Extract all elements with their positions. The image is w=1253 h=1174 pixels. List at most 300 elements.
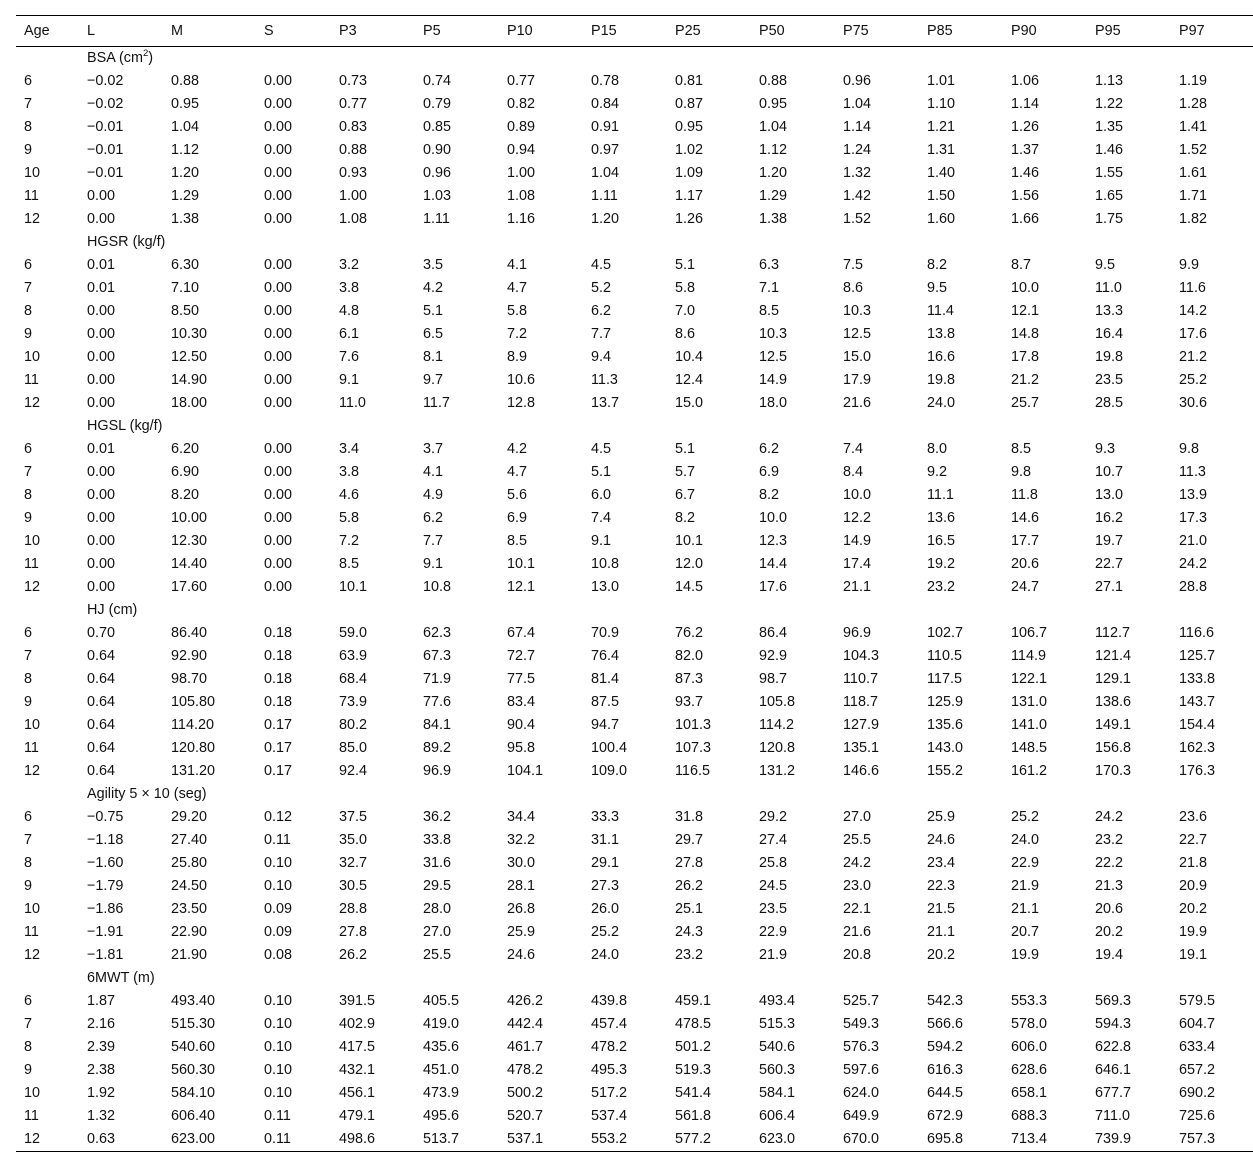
- column-header: Age: [16, 16, 79, 47]
- value-cell: 14.40: [171, 556, 208, 572]
- value-cell: 20.8: [843, 947, 872, 963]
- value-cell: 133.8: [1179, 671, 1216, 687]
- value-cell: 606.40: [171, 1108, 216, 1124]
- value-cell: 0.00: [87, 395, 116, 411]
- value-cell: −1.81: [87, 947, 124, 963]
- value-cell: 76.2: [675, 625, 704, 641]
- value-cell: 1.66: [1011, 211, 1040, 227]
- value-cell: 141.0: [1011, 717, 1048, 733]
- value-cell: 9.2: [927, 464, 948, 480]
- value-cell: 17.4: [843, 556, 872, 572]
- column-header: P50: [751, 16, 835, 47]
- value-cell: 10.8: [423, 579, 452, 595]
- value-cell: 21.5: [927, 901, 956, 917]
- value-cell: 4.7: [507, 280, 528, 296]
- value-cell: 15.0: [843, 349, 872, 365]
- value-cell: 0.78: [591, 73, 620, 89]
- value-cell: 1.16: [507, 211, 536, 227]
- column-header: P3: [331, 16, 415, 47]
- value-cell: 525.7: [843, 993, 880, 1009]
- value-cell: 156.8: [1095, 740, 1132, 756]
- value-cell: 80.2: [339, 717, 368, 733]
- value-cell: 1.19: [1179, 73, 1208, 89]
- value-cell: 93.7: [675, 694, 704, 710]
- value-cell: 391.5: [339, 993, 376, 1009]
- value-cell: 107.3: [675, 740, 712, 756]
- table-row: [16, 691, 1253, 714]
- value-cell: 28.5: [1095, 395, 1124, 411]
- value-cell: 24.0: [591, 947, 620, 963]
- table-row: [16, 530, 1253, 553]
- value-cell: 9.7: [423, 372, 444, 388]
- value-cell: 20.2: [1179, 901, 1208, 917]
- value-cell: 5.1: [675, 441, 696, 457]
- value-cell: 36.2: [423, 809, 452, 825]
- value-cell: 1.06: [1011, 73, 1040, 89]
- value-cell: 0.00: [87, 533, 116, 549]
- table-body: [16, 47, 1253, 1152]
- value-cell: 0.00: [264, 349, 293, 365]
- value-cell: 1.12: [171, 142, 200, 158]
- value-cell: 110.7: [843, 671, 878, 687]
- value-cell: 739.9: [1087, 1128, 1171, 1152]
- value-cell: −0.01: [87, 165, 124, 181]
- table-row: [16, 300, 1253, 323]
- column-header: L: [79, 16, 163, 47]
- value-cell: 1.71: [1179, 188, 1208, 204]
- value-cell: 2.16: [87, 1016, 116, 1032]
- value-cell: 24.2: [1095, 809, 1124, 825]
- value-cell: 21.8: [1179, 855, 1208, 871]
- value-cell: 0.08: [264, 947, 293, 963]
- section-header-row: [16, 783, 1253, 806]
- value-cell: 81.4: [591, 671, 620, 687]
- value-cell: 18.00: [171, 395, 208, 411]
- value-cell: 120.80: [171, 740, 216, 756]
- value-cell: 649.9: [843, 1108, 880, 1124]
- value-cell: 22.2: [1095, 855, 1124, 871]
- value-cell: 594.3: [1095, 1016, 1132, 1032]
- value-cell: 0.17: [264, 717, 293, 733]
- value-cell: 16.2: [1095, 510, 1124, 526]
- value-cell: 9.5: [1095, 257, 1116, 273]
- value-cell: 11.0: [1095, 280, 1122, 296]
- value-cell: 83.4: [507, 694, 536, 710]
- value-cell: 13.7: [591, 395, 620, 411]
- value-cell: 23.5: [759, 901, 788, 917]
- value-cell: 670.0: [835, 1128, 919, 1152]
- value-cell: 1.35: [1095, 119, 1124, 135]
- value-cell: 22.7: [1179, 832, 1208, 848]
- value-cell: 20.6: [1011, 556, 1040, 572]
- age-cell: 7: [24, 96, 33, 112]
- table-row: [16, 829, 1253, 852]
- value-cell: 520.7: [507, 1108, 544, 1124]
- age-cell: 7: [24, 280, 33, 296]
- value-cell: 7.5: [843, 257, 864, 273]
- value-cell: 20.6: [1095, 901, 1124, 917]
- value-cell: 18.0: [759, 395, 788, 411]
- value-cell: 1.14: [1011, 96, 1040, 112]
- value-cell: 27.1: [1095, 579, 1124, 595]
- value-cell: 12.8: [507, 395, 536, 411]
- value-cell: 579.5: [1179, 993, 1216, 1009]
- value-cell: 0.88: [171, 73, 200, 89]
- section-title: 6MWT (m): [87, 970, 155, 986]
- value-cell: 6.2: [423, 510, 444, 526]
- age-cell: 9: [24, 326, 33, 342]
- value-cell: 500.2: [507, 1085, 544, 1101]
- value-cell: 89.2: [423, 740, 452, 756]
- value-cell: 104.1: [507, 763, 544, 779]
- age-cell: 8: [24, 855, 33, 871]
- value-cell: 17.6: [1179, 326, 1208, 342]
- value-cell: 10.3: [843, 303, 872, 319]
- table-row: [16, 553, 1253, 576]
- value-cell: 479.1: [339, 1108, 376, 1124]
- value-cell: 515.3: [759, 1016, 796, 1032]
- value-cell: 495.3: [591, 1062, 628, 1078]
- value-cell: 549.3: [843, 1016, 880, 1032]
- value-cell: 109.0: [591, 763, 628, 779]
- value-cell: 9.9: [1179, 257, 1200, 273]
- value-cell: 3.7: [423, 441, 444, 457]
- value-cell: 4.5: [591, 257, 612, 273]
- value-cell: 5.1: [675, 257, 696, 273]
- value-cell: −1.79: [87, 878, 124, 894]
- value-cell: 1.40: [927, 165, 956, 181]
- value-cell: 0.79: [423, 96, 452, 112]
- value-cell: 0.85: [423, 119, 452, 135]
- column-header: P75: [835, 16, 919, 47]
- value-cell: 0.00: [87, 211, 116, 227]
- table-row: [16, 737, 1253, 760]
- value-cell: 0.64: [87, 740, 116, 756]
- value-cell: −1.60: [87, 855, 124, 871]
- value-cell: 0.10: [264, 855, 293, 871]
- value-cell: 1.38: [759, 211, 788, 227]
- value-cell: 677.7: [1095, 1085, 1132, 1101]
- value-cell: 461.7: [507, 1039, 544, 1055]
- value-cell: 0.64: [87, 648, 116, 664]
- table-row: [16, 346, 1253, 369]
- value-cell: 695.8: [919, 1128, 1003, 1152]
- value-cell: 0.10: [264, 1085, 293, 1101]
- section-title: HGSL (kg/f): [87, 418, 163, 434]
- value-cell: 24.7: [1011, 579, 1040, 595]
- age-cell: 12: [24, 763, 41, 779]
- value-cell: 623.00: [163, 1128, 256, 1152]
- value-cell: 3.5: [423, 257, 444, 273]
- value-cell: 519.3: [675, 1062, 712, 1078]
- value-cell: −0.75: [87, 809, 124, 825]
- value-cell: 0.00: [264, 441, 293, 457]
- value-cell: 26.2: [339, 947, 368, 963]
- value-cell: 19.2: [927, 556, 956, 572]
- value-cell: 513.7: [415, 1128, 499, 1152]
- value-cell: 120.8: [759, 740, 796, 756]
- value-cell: 129.1: [1095, 671, 1132, 687]
- value-cell: 1.29: [171, 188, 200, 204]
- value-cell: 21.1: [1011, 901, 1040, 917]
- value-cell: 131.2: [759, 763, 796, 779]
- value-cell: 7.10: [171, 280, 200, 296]
- value-cell: 94.7: [591, 717, 620, 733]
- value-cell: 0.00: [264, 165, 293, 181]
- value-cell: 8.6: [843, 280, 864, 296]
- value-cell: 1.03: [423, 188, 452, 204]
- value-cell: 27.40: [171, 832, 208, 848]
- value-cell: 0.88: [339, 142, 368, 158]
- age-cell: 12: [24, 579, 41, 595]
- table-row: [16, 1105, 1253, 1128]
- value-cell: 67.3: [423, 648, 452, 664]
- value-cell: 149.1: [1095, 717, 1132, 733]
- value-cell: 7.2: [339, 533, 360, 549]
- value-cell: 0.88: [759, 73, 788, 89]
- value-cell: 25.2: [1179, 372, 1208, 388]
- value-cell: 19.4: [1095, 947, 1124, 963]
- value-cell: 116.6: [1179, 625, 1214, 641]
- value-cell: 0.63: [79, 1128, 163, 1152]
- value-cell: 6.2: [591, 303, 612, 319]
- value-cell: −0.02: [87, 73, 124, 89]
- value-cell: 11.3: [1179, 464, 1206, 480]
- value-cell: 5.1: [591, 464, 612, 480]
- value-cell: 116.5: [675, 763, 710, 779]
- table-row: [16, 254, 1253, 277]
- value-cell: 125.9: [927, 694, 964, 710]
- value-cell: 6.0: [591, 487, 612, 503]
- column-header: S: [256, 16, 331, 47]
- table-row: [16, 875, 1253, 898]
- value-cell: 8.5: [507, 533, 528, 549]
- value-cell: 478.5: [675, 1016, 712, 1032]
- value-cell: 1.37: [1011, 142, 1040, 158]
- value-cell: 6.9: [759, 464, 780, 480]
- value-cell: 114.20: [171, 717, 214, 733]
- value-cell: 646.1: [1095, 1062, 1132, 1078]
- value-cell: 0.18: [264, 671, 293, 687]
- value-cell: 6.30: [171, 257, 200, 273]
- value-cell: 19.7: [1095, 533, 1124, 549]
- table-row: [16, 185, 1253, 208]
- value-cell: 1.22: [1095, 96, 1124, 112]
- value-cell: 8.0: [927, 441, 948, 457]
- age-cell: 10: [24, 901, 41, 917]
- value-cell: 19.9: [1179, 924, 1208, 940]
- value-cell: 688.3: [1011, 1108, 1048, 1124]
- age-cell: 6: [24, 993, 33, 1009]
- value-cell: 1.00: [339, 188, 368, 204]
- value-cell: 1.13: [1095, 73, 1124, 89]
- column-header: M: [163, 16, 256, 47]
- value-cell: 7.4: [591, 510, 612, 526]
- value-cell: 10.1: [339, 579, 368, 595]
- value-cell: 0.00: [87, 303, 116, 319]
- value-cell: 26.8: [507, 901, 536, 917]
- value-cell: 2.39: [87, 1039, 116, 1055]
- age-cell: 12: [24, 395, 41, 411]
- value-cell: 21.9: [759, 947, 788, 963]
- age-cell: 7: [24, 648, 33, 664]
- value-cell: 92.4: [339, 763, 368, 779]
- value-cell: 25.5: [423, 947, 452, 963]
- value-cell: 1.20: [759, 165, 788, 181]
- value-cell: 6.1: [339, 326, 360, 342]
- section-header-row: [16, 415, 1253, 438]
- value-cell: 14.8: [1011, 326, 1040, 342]
- value-cell: 30.5: [339, 878, 368, 894]
- value-cell: 0.87: [675, 96, 704, 112]
- value-cell: 1.02: [675, 142, 704, 158]
- value-cell: 17.6: [759, 579, 788, 595]
- value-cell: 25.2: [1011, 809, 1040, 825]
- value-cell: 10.7: [1095, 464, 1124, 480]
- value-cell: 92.90: [171, 648, 208, 664]
- value-cell: 0.00: [87, 510, 116, 526]
- value-cell: 13.3: [1095, 303, 1124, 319]
- value-cell: 690.2: [1179, 1085, 1216, 1101]
- value-cell: 34.4: [507, 809, 536, 825]
- value-cell: 1.38: [171, 211, 200, 227]
- value-cell: 162.3: [1179, 740, 1216, 756]
- value-cell: 98.7: [759, 671, 788, 687]
- value-cell: 566.6: [927, 1016, 964, 1032]
- value-cell: 0.00: [264, 487, 293, 503]
- value-cell: 0.82: [507, 96, 536, 112]
- value-cell: 6.3: [759, 257, 780, 273]
- value-cell: 8.4: [843, 464, 864, 480]
- value-cell: 1.87: [87, 993, 116, 1009]
- value-cell: 26.0: [591, 901, 620, 917]
- age-cell: 9: [24, 694, 33, 710]
- age-cell: 10: [24, 165, 41, 181]
- value-cell: 0.01: [87, 280, 116, 296]
- age-cell: 11: [24, 372, 39, 388]
- value-cell: 148.5: [1011, 740, 1048, 756]
- value-cell: 0.11: [264, 832, 291, 848]
- value-cell: 23.6: [1179, 809, 1208, 825]
- value-cell: 478.2: [507, 1062, 544, 1078]
- value-cell: 0.00: [87, 372, 116, 388]
- value-cell: 0.00: [264, 303, 293, 319]
- value-cell: 1.61: [1179, 165, 1208, 181]
- value-cell: 23.5: [1095, 372, 1124, 388]
- age-cell: 6: [24, 73, 33, 89]
- value-cell: 21.1: [927, 924, 956, 940]
- value-cell: 24.2: [1179, 556, 1208, 572]
- value-cell: 20.7: [1011, 924, 1040, 940]
- value-cell: 10.0: [759, 510, 788, 526]
- table-row: [16, 369, 1253, 392]
- value-cell: 104.3: [843, 648, 880, 664]
- age-cell: 11: [24, 556, 39, 572]
- value-cell: 1.29: [759, 188, 788, 204]
- value-cell: 9.8: [1011, 464, 1032, 480]
- value-cell: 21.3: [1095, 878, 1124, 894]
- value-cell: 672.9: [927, 1108, 964, 1124]
- value-cell: 95.8: [507, 740, 536, 756]
- value-cell: 7.0: [675, 303, 696, 319]
- value-cell: 0.96: [843, 73, 872, 89]
- value-cell: 0.95: [759, 96, 788, 112]
- value-cell: 597.6: [843, 1062, 880, 1078]
- value-cell: 6.90: [171, 464, 200, 480]
- value-cell: 27.0: [423, 924, 452, 940]
- value-cell: 135.6: [927, 717, 964, 733]
- table-row: [16, 852, 1253, 875]
- column-header: P90: [1003, 16, 1087, 47]
- column-header: P5: [415, 16, 499, 47]
- value-cell: 25.1: [675, 901, 704, 917]
- value-cell: 15.0: [675, 395, 704, 411]
- value-cell: 7.7: [423, 533, 444, 549]
- value-cell: 7.7: [591, 326, 612, 342]
- value-cell: 176.3: [1179, 763, 1216, 779]
- value-cell: 4.2: [507, 441, 528, 457]
- value-cell: 493.4: [759, 993, 796, 1009]
- age-cell: 8: [24, 303, 33, 319]
- value-cell: 62.3: [423, 625, 452, 641]
- value-cell: 29.7: [675, 832, 704, 848]
- value-cell: 14.90: [171, 372, 208, 388]
- value-cell: 14.4: [759, 556, 788, 572]
- value-cell: 457.4: [591, 1016, 628, 1032]
- value-cell: 11.7: [423, 395, 450, 411]
- value-cell: 121.4: [1095, 648, 1132, 664]
- column-header: P95: [1087, 16, 1171, 47]
- value-cell: 540.6: [759, 1039, 796, 1055]
- section-header-row: [16, 47, 1253, 71]
- age-cell: 11: [24, 1108, 39, 1124]
- value-cell: 0.00: [264, 73, 293, 89]
- age-cell: 9: [24, 510, 33, 526]
- value-cell: 537.1: [499, 1128, 583, 1152]
- table-row: [16, 645, 1253, 668]
- value-cell: 135.1: [843, 740, 880, 756]
- table-row: [16, 323, 1253, 346]
- value-cell: 0.00: [264, 510, 293, 526]
- value-cell: 87.5: [591, 694, 620, 710]
- value-cell: 12.4: [675, 372, 704, 388]
- value-cell: 0.17: [264, 740, 293, 756]
- value-cell: 1.52: [843, 211, 872, 227]
- value-cell: 11.6: [1179, 280, 1206, 296]
- value-cell: 594.2: [927, 1039, 964, 1055]
- value-cell: 473.9: [423, 1085, 460, 1101]
- age-cell: 11: [24, 740, 39, 756]
- value-cell: 0.00: [264, 395, 293, 411]
- value-cell: 12.5: [759, 349, 788, 365]
- table-row: [16, 898, 1253, 921]
- value-cell: 4.6: [339, 487, 360, 503]
- value-cell: 0.09: [264, 924, 293, 940]
- value-cell: 24.2: [843, 855, 872, 871]
- column-header: P85: [919, 16, 1003, 47]
- value-cell: 138.6: [1095, 694, 1132, 710]
- value-cell: 4.8: [339, 303, 360, 319]
- value-cell: 9.3: [1095, 441, 1116, 457]
- value-cell: 9.1: [423, 556, 444, 572]
- value-cell: 0.00: [264, 579, 293, 595]
- value-cell: 28.8: [339, 901, 368, 917]
- value-cell: 20.2: [927, 947, 956, 963]
- value-cell: 0.00: [87, 188, 116, 204]
- value-cell: 561.8: [675, 1108, 712, 1124]
- table-row: [16, 162, 1253, 185]
- value-cell: 578.0: [1011, 1016, 1048, 1032]
